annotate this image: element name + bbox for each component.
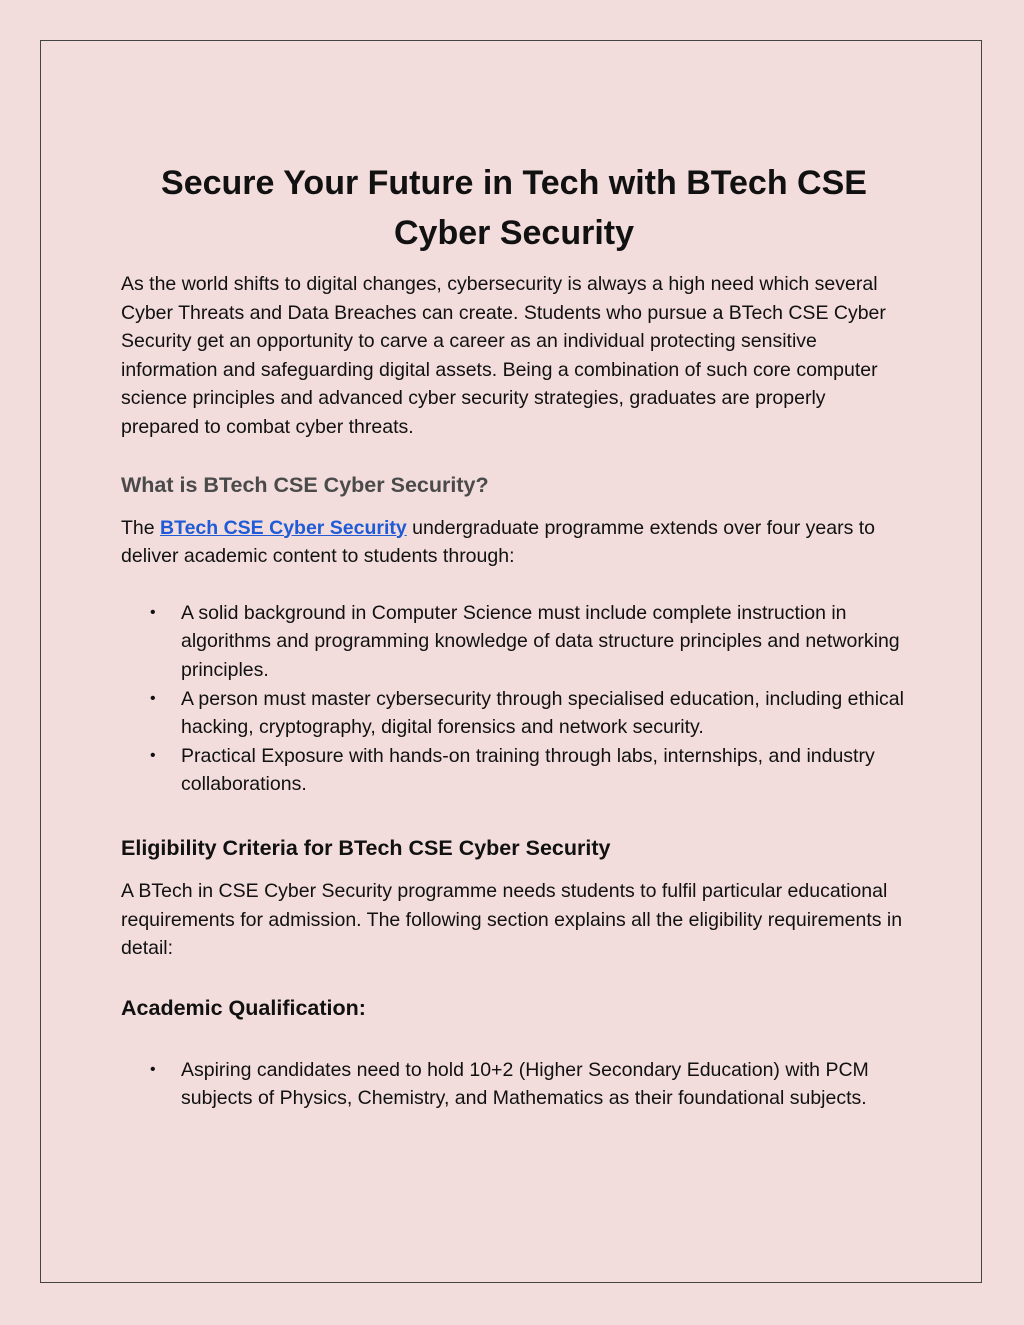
bullet-icon: • xyxy=(150,689,156,707)
document-body xyxy=(121,158,907,1113)
bullet-icon: • xyxy=(150,746,156,764)
list-item-text: Practical Exposure with hands-on training through labs, internships, and industry collaborations. xyxy=(181,744,875,796)
list-item xyxy=(121,742,907,799)
list-item-text: Aspiring candidates need to hold 10+2 (Higher Secondary Education) with PCM subjects of Physics, Chemistry, and Mathematics as their foundational subjects. xyxy=(181,1058,869,1110)
programme-bullet-list xyxy=(121,599,907,799)
section-heading-eligibility: Eligibility Criteria for BTech CSE Cyber Security xyxy=(121,835,611,860)
intro-paragraph: As the world shifts to digital changes, cybersecurity is always a high need which several Cyber Threats and Data Breaches can create. Students who pursue a BTech CSE Cyber Security get an opportunity to carve a career as an individual protecting sensitive information and safeguarding digital assets. Being a combination of such core computer science principles and advanced cyber security strategies, graduates are properly prepared to combat cyber threats. xyxy=(121,273,886,438)
eligibility-paragraph: A BTech in CSE Cyber Security programme needs students to fulfil particular educational requirements for admission. The following section explains all the eligibility requirements in detail: xyxy=(121,879,903,960)
list-item xyxy=(121,1056,907,1113)
bullet-icon: • xyxy=(150,1060,156,1078)
list-item-text: A solid background in Computer Science must include complete instruction in algorithms and programming knowledge of data structure principles and networking principles. xyxy=(181,601,900,681)
list-item xyxy=(121,685,907,742)
btech-cse-cyber-security-link[interactable]: BTech CSE Cyber Security xyxy=(160,516,407,539)
programme-description xyxy=(121,514,907,571)
description-text-before: The xyxy=(121,516,161,539)
page-title: Secure Your Future in Tech with BTech CSE Cyber Security xyxy=(161,164,867,252)
section-heading-what-is: What is BTech CSE Cyber Security? xyxy=(121,472,489,497)
section-heading-academic: Academic Qualification: xyxy=(121,995,366,1020)
description-text-after: undergraduate programme extends over four years to deliver academic content to students through: xyxy=(121,516,876,568)
list-item-text: A person must master cybersecurity through specialised education, including ethical hacking, cryptography, digital forensics and network security. xyxy=(181,687,904,739)
academic-bullet-list xyxy=(121,1056,907,1113)
bullet-icon: • xyxy=(150,603,156,621)
list-item xyxy=(121,599,907,685)
